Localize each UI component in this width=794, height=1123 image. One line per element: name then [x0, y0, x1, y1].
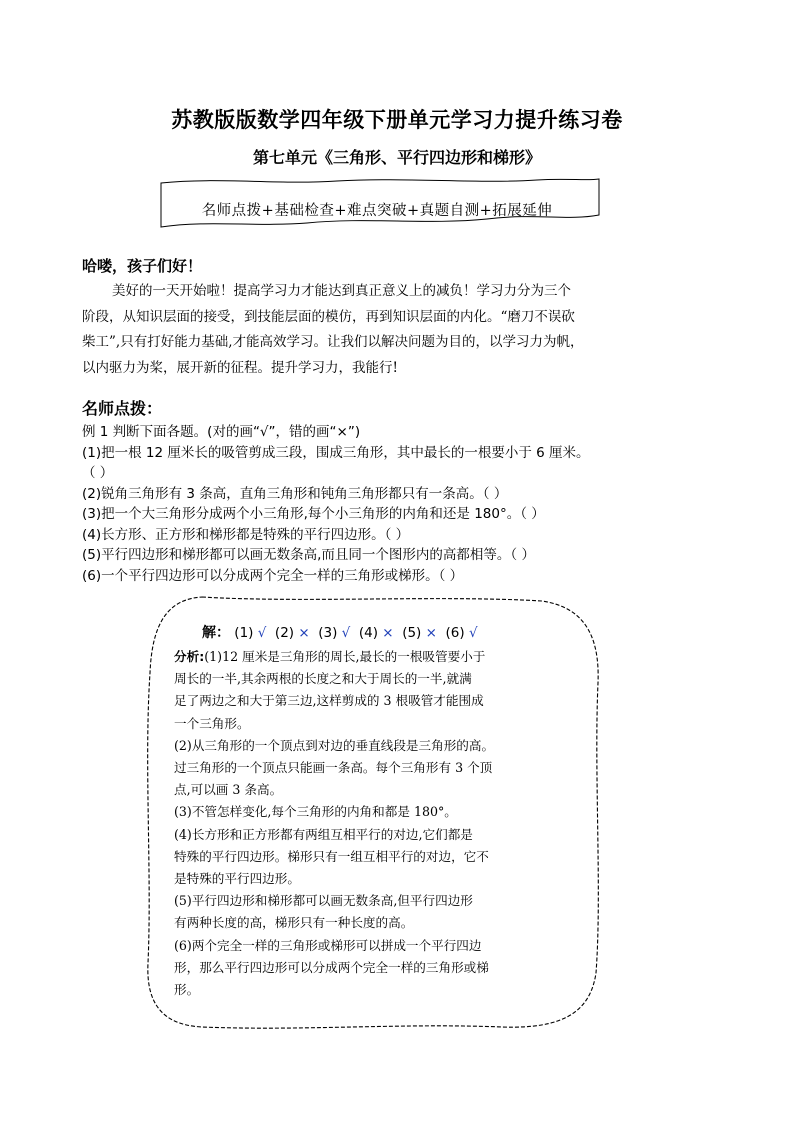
- analysis-line: 有两种长度的高，梯形只有一种长度的高。: [174, 915, 414, 931]
- analysis-line: 足了两边之和大于第三边,这样剪成的 3 根吸管才能围成: [174, 693, 484, 709]
- banner-text: 名师点拨+基础检查+难点突破+真题自测+拓展延伸: [201, 203, 553, 219]
- page-title: 苏教版版数学四年级下册单元学习力提升练习卷: [171, 108, 623, 132]
- analysis-line: 形，那么平行四边形可以分成两个完全一样的三角形或梯: [174, 959, 489, 975]
- answer-blank: （ ）: [82, 465, 114, 481]
- question-item: (4)长方形、正方形和梯形都是特殊的平行四边形。（ ）: [82, 526, 410, 543]
- answer-item: (4) ×: [358, 625, 394, 641]
- question-item: (6)一个平行四边形可以分成两个完全一样的三角形或梯形。（ ）: [82, 567, 464, 584]
- question-item: (2)锐角三角形有 3 条高，直角三角形和钝角三角形都只有一条高。（ ）: [82, 485, 508, 502]
- analysis-line: 点,可以画 3 条高。: [174, 782, 283, 798]
- answer-item: (1) √: [234, 625, 267, 641]
- analysis-line: 过三角形的一个顶点只能画一条高。每个三角形有 3 个顶: [174, 760, 493, 776]
- analysis-line: (2)从三角形的一个顶点到对边的垂直线段是三角形的高。: [174, 737, 495, 753]
- question-item: (5)平行四边形和梯形都可以画无数条高,而且同一个图形内的高都相等。（ ）: [82, 547, 535, 563]
- example-prompt: 例 1 判断下面各题。(对的画“√”，错的画“×”): [82, 424, 361, 440]
- analysis-label: 分析:: [174, 649, 205, 664]
- intro-line: 美好的一天开始啦！提高学习力才能达到真正意义上的减负！学习力分为三个: [112, 283, 571, 299]
- answer-item: (6) √: [445, 625, 478, 641]
- analysis-line: 是特殊的平行四边形。: [174, 871, 300, 887]
- analysis-text: [174, 646, 582, 1001]
- analysis-line: 一个三角形。: [174, 715, 250, 731]
- question-item: (3)把一个大三角形分成两个小三角形,每个小三角形的内角和还是 180°。（ ）: [82, 506, 545, 522]
- solution-answers: [202, 622, 478, 642]
- question-item: (1)把一根 12 厘米长的吸管剪成三段，围成三角形，其中最长的一根要小于 6 厘米。: [82, 444, 590, 461]
- answer-item: (5) ×: [402, 625, 437, 641]
- answer-item: (2) ×: [274, 625, 310, 641]
- intro-line: 以内驱力为桨，展开新的征程。提升学习力，我能行!: [82, 359, 398, 376]
- unit-subtitle: 第七单元《三角形、平行四边形和梯形》: [252, 148, 541, 167]
- example-questions: [82, 422, 722, 586]
- section-heading: 名师点拨：: [82, 399, 163, 418]
- solution-label: 解：: [202, 625, 230, 641]
- analysis-line: (3)不管怎样变化,每个三角形的内角和都是 180°。: [174, 804, 457, 820]
- intro-line: 柴工”,只有打好能力基础,才能高效学习。让我们以解决问题为目的，以学习力为帆，: [82, 334, 584, 351]
- greeting-heading: 哈喽，孩子们好！: [82, 257, 203, 275]
- intro-line: 阶段，从知识层面的接受，到技能层面的模仿，再到知识层面的内化。“磨刀不误砍: [82, 308, 575, 325]
- analysis-line: 特殊的平行四边形。梯形只有一组互相平行的对边，它不: [174, 848, 489, 864]
- analysis-line: 周长的一半,其余两根的长度之和大于周长的一半,就满: [174, 671, 472, 687]
- analysis-line: 形。: [174, 982, 200, 998]
- analysis-line: 分析:(1)12 厘米是三角形的周长,最长的一根吸管要小于: [174, 649, 486, 664]
- answer-item: (3) √: [318, 625, 351, 641]
- analysis-line: (6)两个完全一样的三角形或梯形可以拼成一个平行四边: [174, 937, 482, 953]
- analysis-line: (4)长方形和正方形都有两组互相平行的对边,它们都是: [174, 826, 473, 842]
- intro-paragraph: [82, 279, 712, 381]
- analysis-line: (5)平行四边形和梯形都可以画无数条高,但平行四边形: [174, 893, 473, 909]
